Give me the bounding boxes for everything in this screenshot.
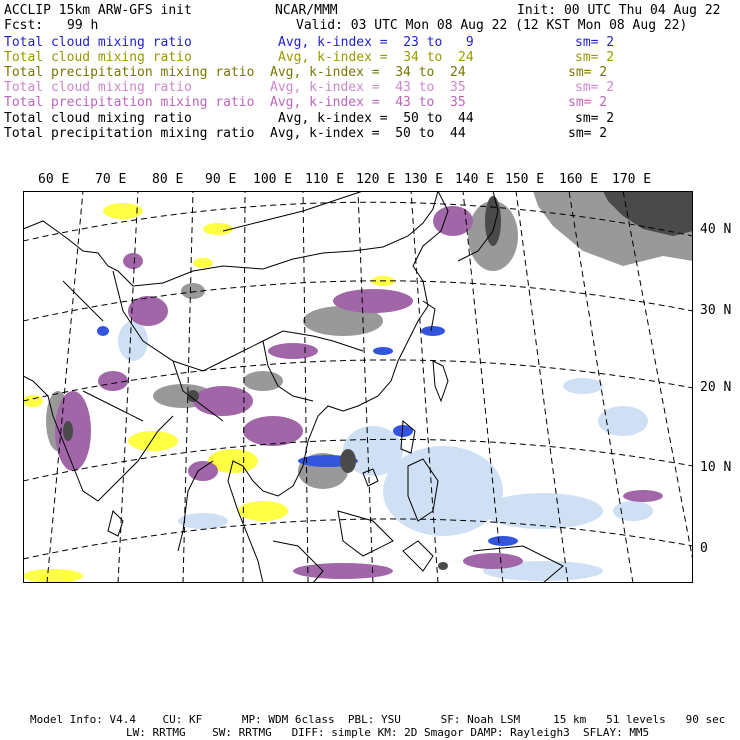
- precip-patch: [463, 553, 523, 569]
- lon-label: 170 E: [612, 172, 652, 187]
- cloud-patch: [340, 449, 356, 473]
- lon-label: 80 E: [152, 172, 184, 187]
- lon-label: 120 E: [356, 172, 396, 187]
- lat-label: 30 N: [700, 303, 732, 318]
- cloud-patch: [23, 569, 83, 583]
- legend-avg-6: Avg, k-index = 50 to 44: [278, 111, 474, 126]
- precip-patch: [623, 490, 663, 502]
- legend-field-3: Total precipitation mixing ratio: [4, 65, 255, 80]
- legend-avg-5: Avg, k-index = 43 to 35: [270, 95, 466, 110]
- legend-field-6: Total cloud mixing ratio: [4, 111, 192, 126]
- precip-patch: [268, 343, 318, 359]
- precip-patch: [98, 371, 128, 391]
- legend-field-1: Total cloud mixing ratio: [4, 35, 192, 50]
- cloud-patch: [187, 390, 199, 402]
- lon-label: 100 E: [253, 172, 293, 187]
- lat-label: 0: [700, 541, 708, 556]
- legend-field-7: Total precipitation mixing ratio: [4, 126, 255, 141]
- fcst-value: 99 h: [67, 18, 99, 33]
- cloud-patch: [178, 513, 228, 529]
- cloud-patch: [438, 562, 448, 570]
- cloud-patch: [563, 378, 603, 394]
- legend-field-2: Total cloud mixing ratio: [4, 50, 192, 65]
- cloud-patch: [63, 421, 73, 441]
- legend-avg-1: Avg, k-index = 23 to 9: [278, 35, 474, 50]
- legend-avg-3: Avg, k-index = 34 to 24: [270, 65, 466, 80]
- lon-label: 70 E: [95, 172, 127, 187]
- precip-patch: [333, 289, 413, 313]
- lon-label: 60 E: [38, 172, 70, 187]
- legend-field-4: Total cloud mixing ratio: [4, 80, 192, 95]
- lon-label: 130 E: [404, 172, 444, 187]
- lon-label: 150 E: [505, 172, 545, 187]
- cloud-patch: [23, 395, 43, 407]
- valid-time: Valid: 03 UTC Mon 08 Aug 22 (12 KST Mon 08 Aug 22): [296, 18, 688, 33]
- cloud-patch: [243, 371, 283, 391]
- center-name: NCAR/MMM: [275, 3, 338, 18]
- lon-label: 110 E: [305, 172, 345, 187]
- model-title: ACCLIP 15km ARW-GFS init: [4, 3, 192, 18]
- lon-label: 90 E: [205, 172, 237, 187]
- legend-sm-7: sm= 2: [568, 126, 608, 141]
- cloud-patch: [373, 347, 393, 355]
- legend-sm-6: sm= 2: [575, 111, 615, 126]
- forecast-map: [23, 191, 693, 583]
- cloud-patch: [193, 258, 213, 268]
- legend-sm-1: sm= 2: [575, 35, 615, 50]
- legend-sm-3: sm= 2: [568, 65, 608, 80]
- legend-avg-7: Avg, k-index = 50 to 44: [270, 126, 466, 141]
- cloud-patch: [203, 223, 233, 235]
- lat-label: 20 N: [700, 380, 732, 395]
- legend-sm-5: sm= 2: [568, 95, 608, 110]
- legend-sm-2: sm= 2: [575, 50, 615, 65]
- lat-label: 40 N: [700, 222, 732, 237]
- cloud-patch: [488, 536, 518, 546]
- lon-label: 140 E: [455, 172, 495, 187]
- lon-label: 160 E: [559, 172, 599, 187]
- lat-label: 10 N: [700, 460, 732, 475]
- cloud-patch: [613, 501, 653, 521]
- model-info-line1: Model Info: V4.4 CU: KF MP: WDM 6class PBL: YSU SF: Noah LSM 15 km 51 levels 90 sec: [30, 713, 726, 726]
- precip-patch: [123, 253, 143, 269]
- init-time: Init: 00 UTC Thu 04 Aug 22: [517, 3, 721, 18]
- cloud-patch: [483, 493, 603, 529]
- cloud-patch: [128, 431, 178, 451]
- legend-avg-2: Avg, k-index = 34 to 24: [278, 50, 474, 65]
- cloud-patch: [97, 326, 109, 336]
- precip-patch: [188, 461, 218, 481]
- cloud-patch: [421, 326, 445, 336]
- legend-avg-4: Avg, k-index = 43 to 35: [270, 80, 466, 95]
- legend-sm-4: sm= 2: [575, 80, 615, 95]
- precip-patch: [243, 416, 303, 446]
- model-info-line2: LW: RRTMG SW: RRTMG DIFF: simple KM: 2D Smagor DAMP: Rayleigh3 SFLAY: MM5: [126, 726, 650, 739]
- legend-field-5: Total precipitation mixing ratio: [4, 95, 255, 110]
- fcst-label: Fcst:: [4, 18, 44, 33]
- cloud-patch: [598, 406, 648, 436]
- cloud-patch: [238, 501, 288, 521]
